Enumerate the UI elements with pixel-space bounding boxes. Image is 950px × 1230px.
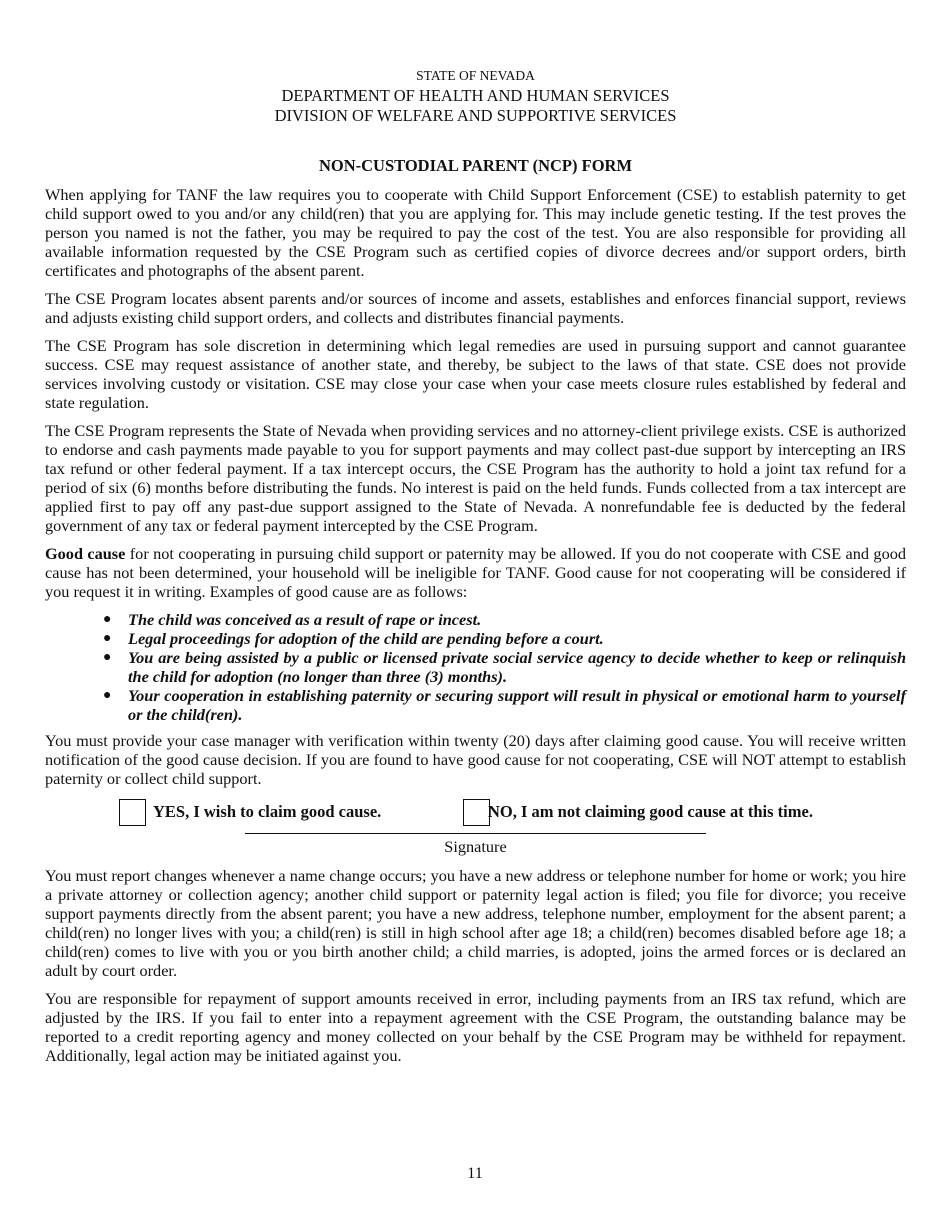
paragraph-verification: You must provide your case manager with verification within twenty (20) days after claiming good cause. You will receive written notification of the good cause decision. If you are found to have good cause for not cooperating, CSE will NOT attempt to establish paternity or collect child support. bbox=[45, 731, 906, 788]
signature-line[interactable] bbox=[245, 833, 706, 834]
paragraph-good-cause bbox=[45, 544, 906, 601]
good-cause-list bbox=[45, 610, 906, 724]
list-item: ● You are being assisted by a public or licensed private social service agency to decide whether to keep or relinquish the child for adoption (no longer than three (3) months). bbox=[103, 648, 906, 686]
good-cause-term: Good cause bbox=[45, 544, 126, 563]
yes-checkbox[interactable] bbox=[119, 799, 146, 826]
bullet-icon: ● bbox=[103, 650, 112, 665]
list-item: ● The child was conceived as a result of rape or incest. bbox=[103, 610, 482, 629]
department-name: DEPARTMENT OF HEALTH AND HUMAN SERVICES bbox=[281, 86, 670, 105]
signature-block bbox=[45, 833, 906, 857]
bullet-icon: ● bbox=[103, 688, 112, 703]
paragraph-report-changes: You must report changes whenever a name change occurs; you have a new address or telephone number for home or work; you hire a private attorney or collection agency; another child support or paternity legal action is filed; you file for divorce; you receive support payments directly from the absent parent; you have a new address, telephone number, employment for the absent parent; a child(ren) no longer lives with you; a child(ren) is still in high school after age 18; a child(ren) becomes disabled before age 18; a child(ren) comes to live with you or you birth another child; a child marries, is adopted, joins the armed forces or is declared an adult by court order. bbox=[45, 866, 906, 980]
paragraph-cse-services: The CSE Program locates absent parents and/or sources of income and assets, establishes and enforces financial support, reviews and adjusts existing child support orders, and collects and distributes financial payments. bbox=[45, 289, 906, 327]
page-number: 11 bbox=[467, 1163, 483, 1182]
signature-label: Signature bbox=[444, 837, 507, 856]
no-checkbox[interactable] bbox=[463, 799, 490, 826]
list-item: ● Your cooperation in establishing paternity or securing support will result in physical or emotional harm to yourself or the child(ren). bbox=[103, 686, 906, 724]
paragraph-cse-discretion: The CSE Program has sole discretion in determining which legal remedies are used in pursuing support and cannot guarantee success. CSE may request assistance of another state, and thereby, be subject to the laws of that state. CSE does not provide services involving custody or visitation. CSE may close your case when your case meets closure rules established by federal and state regulation. bbox=[45, 336, 906, 412]
bullet-icon: ● bbox=[103, 631, 112, 646]
bullet-icon: ● bbox=[103, 612, 112, 627]
good-cause-text: for not cooperating in pursuing child support or paternity may be allowed. If you do not cooperate with CSE and good cause has not been determined, your household will be ineligible for TANF. Good cause for not cooperating will be considered if you request it in writing. Examples of good cause are as follows: bbox=[45, 544, 906, 601]
no-label: NO, I am not claiming good cause at this time. bbox=[488, 802, 813, 821]
list-item: ● Legal proceedings for adoption of the child are pending before a court. bbox=[103, 629, 604, 648]
division-name: DIVISION OF WELFARE AND SUPPORTIVE SERVICES bbox=[274, 106, 677, 125]
agency-header bbox=[45, 66, 906, 126]
paragraph-tax-intercept: The CSE Program represents the State of Nevada when providing services and no attorney-client privilege exists. CSE is authorized to endorse and cash payments made payable to you for support payments and may collect past-due support by intercepting an IRS tax refund or other federal payment. If a tax intercept occurs, the CSE Program has the authority to hold a joint tax refund for a period of six (6) months before distributing the funds. No interest is paid on the held funds. Funds collected from a tax intercept are applied first to pay off any past-due support assigned to the State of Nevada. A nonrefundable fee is deducted by the federal government of any tax or federal payment intercepted by the CSE Program. bbox=[45, 421, 906, 535]
form-title: NON-CUSTODIAL PARENT (NCP) FORM bbox=[318, 156, 633, 175]
state-name: STATE OF NEVADA bbox=[416, 68, 535, 83]
paragraph-tanf-cooperation: When applying for TANF the law requires you to cooperate with Child Support Enforcement (CSE) to establish paternity to get child support owed to you and/or any child(ren) that you are applying for. This may include genetic testing. If the test proves the person you named is not the father, you may be required to pay the cost of the test. You are also responsible for providing all available information requested by the CSE Program such as certified copies of divorce decrees and/or support orders, birth certificates and photographs of the absent parent. bbox=[45, 185, 906, 280]
yes-label: YES, I wish to claim good cause. bbox=[153, 802, 382, 821]
paragraph-repayment: You are responsible for repayment of support amounts received in error, including payments from an IRS tax refund, which are adjusted by the IRS. If you fail to enter into a repayment agreement with the CSE Program, the outstanding balance may be reported to a credit reporting agency and money collected on your behalf by the CSE Program may be withheld for repayment. Additionally, legal action may be initiated against you. bbox=[45, 989, 906, 1065]
good-cause-choices bbox=[45, 797, 906, 829]
